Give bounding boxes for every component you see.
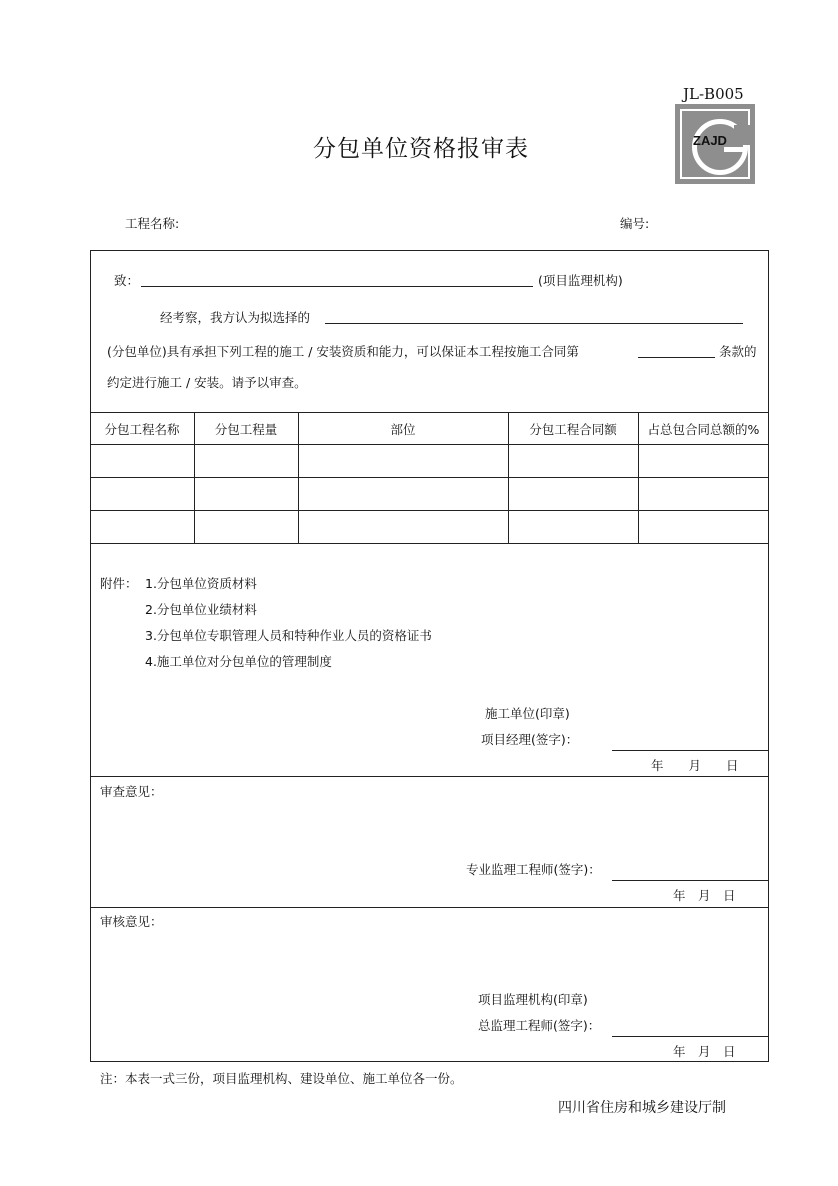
clause-field[interactable] xyxy=(638,357,715,358)
review-label: 审查意见： xyxy=(100,784,163,799)
rule-line xyxy=(90,543,769,544)
rule-line xyxy=(90,444,769,445)
attachment-item: 1.分包单位资质材料 xyxy=(145,576,257,591)
attachments-label: 附件： xyxy=(100,576,138,591)
footer-note: 注：本表一式三份，项目监理机构、建设单位、施工单位各一份。 xyxy=(100,1071,463,1086)
to-field[interactable] xyxy=(141,286,533,287)
date-label: 年 月 日 xyxy=(673,888,736,903)
form-code: JL-B005 xyxy=(683,85,744,103)
page-title: 分包单位资格报审表 xyxy=(313,136,529,162)
rule-line xyxy=(90,477,769,478)
rule-line xyxy=(90,907,769,908)
col-header: 分包工程名称 xyxy=(104,422,180,437)
attachment-item: 3.分包单位专职管理人员和特种作业人员的资格证书 xyxy=(145,628,432,643)
date-label: 年 月 日 xyxy=(651,758,739,773)
chief-signature-label: 总监理工程师(签字)： xyxy=(478,1018,601,1033)
audit-label: 审核意见： xyxy=(100,914,163,929)
attachment-item: 4.施工单位对分包单位的管理制度 xyxy=(145,654,332,669)
rule-line xyxy=(90,510,769,511)
issuer: 四川省住房和城乡建设厅制 xyxy=(558,1100,726,1116)
supervision-seal-label: 项目监理机构(印章) xyxy=(478,992,588,1007)
intro-line2: (分包单位)具有承担下列工程的施工 / 安装资质和能力，可以保证本工程按施工合同第 xyxy=(107,344,579,359)
attachment-item: 2.分包单位业绩材料 xyxy=(145,602,257,617)
rule-line xyxy=(90,776,769,777)
engineer-signature-label: 专业监理工程师(签字)： xyxy=(466,862,601,877)
col-header: 分包工程合同额 xyxy=(529,422,617,437)
engineer-signature-field[interactable] xyxy=(612,880,769,881)
col-header: 占总包合同总额的% xyxy=(647,422,760,437)
to-suffix: (项目监理机构) xyxy=(538,273,623,288)
pm-signature-field[interactable] xyxy=(612,750,769,751)
rule-line xyxy=(90,412,769,413)
number-label: 编号: xyxy=(620,216,650,231)
zajd-logo xyxy=(675,104,755,184)
contractor-seal-label: 施工单位(印章) xyxy=(485,706,570,721)
pm-signature-label: 项目经理(签字)： xyxy=(481,732,579,747)
subcontractor-field[interactable] xyxy=(325,323,743,324)
col-header: 部位 xyxy=(390,422,416,437)
project-name-label: 工程名称: xyxy=(125,216,180,231)
to-label: 致： xyxy=(114,273,140,288)
date-label: 年 月 日 xyxy=(673,1044,736,1059)
intro-line3: 约定进行施工 / 安装。请予以审查。 xyxy=(107,375,307,390)
col-header: 分包工程量 xyxy=(214,422,278,437)
intro-line2-suffix: 条款的 xyxy=(719,344,757,359)
intro-line1: 经考察，我方认为拟选择的 xyxy=(160,310,311,325)
chief-signature-field[interactable] xyxy=(612,1036,769,1037)
logo-text: ZAJD xyxy=(693,133,727,148)
